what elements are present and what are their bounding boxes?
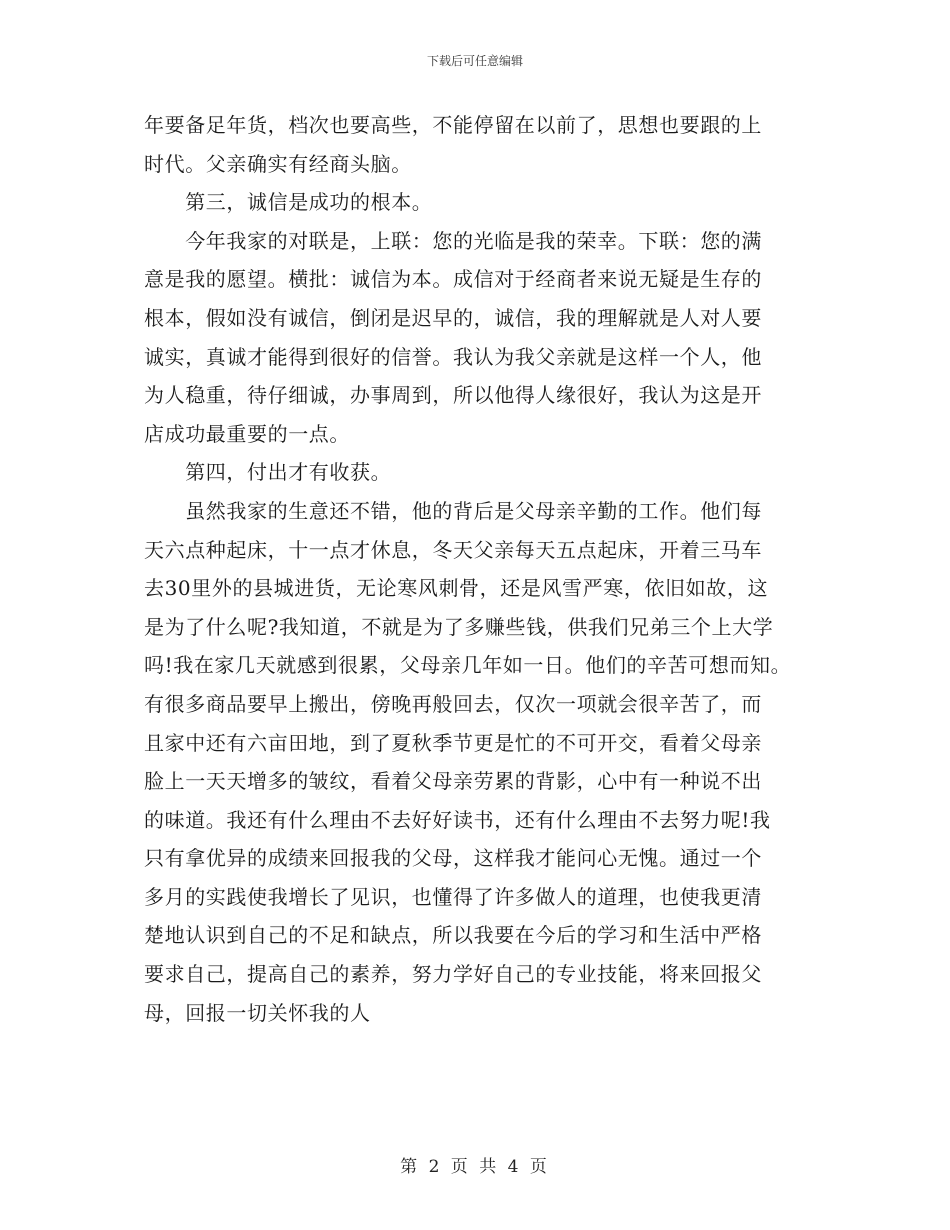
text-line: 多月的实践使我增长了见识，也懂得了许多做人的道理，也使我更清 <box>144 884 762 909</box>
page-header: 下载后可任意编辑 <box>426 54 523 68</box>
text-line: 时代。父亲确实有经商头脑。 <box>144 151 412 176</box>
text-line: 脸上一天天增多的皱纹，看着父母亲劳累的背影，心中有一种说不出 <box>144 769 762 794</box>
text-line: 年要备足年货，档次也要高些，不能停留在以前了，思想也要跟的上 <box>144 113 762 137</box>
text-line: 且家中还有六亩田地，到了夏秋季节更是忙的不可开交，看着父母亲 <box>144 730 762 755</box>
text-line: 只有拿优异的成绩来回报我的父母，这样我才能问心无愧。通过一个 <box>144 846 762 871</box>
section-heading: 第三，诚信是成功的根本。 <box>144 190 433 215</box>
text-line: 店成功最重要的一点。 <box>144 421 350 446</box>
text-line: 意是我的愿望。横批：诚信为本。成信对于经商者来说无疑是生存的 <box>144 267 762 292</box>
text-line: 要求自己，提高自己的素养，努力学好自己的专业技能，将来回报父 <box>144 962 762 987</box>
text-line: 今年我家的对联是，上联：您的光临是我的荣幸。下联：您的满 <box>144 228 762 253</box>
text-line: 诚实，真诚才能得到很好的信誉。我认为我父亲就是这样一个人，他 <box>144 344 762 369</box>
text-line: 天六点种起床，十一点才休息，冬天父亲每天五点起床，开着三马车 <box>144 537 762 562</box>
page-number-footer: 第 2 页 共 4 页 <box>400 1157 550 1177</box>
text-line: 楚地认识到自己的不足和缺点，所以我要在今后的学习和生活中严格 <box>144 923 762 948</box>
text-line: 根本，假如没有诚信，倒闭是迟早的，诚信，我的理解就是人对人要 <box>144 305 762 330</box>
text-line: 吗!我在家几天就感到很累，父母亲几年如一日。他们的辛苦可想而知。 <box>144 653 792 678</box>
text-line: 的味道。我还有什么理由不去好好读书，还有什么理由不去努力呢!我 <box>144 807 771 832</box>
text-line: 有很多商品要早上搬出，傍晚再般回去，仅次一项就会很辛苦了，而 <box>144 691 762 716</box>
text-line: 为人稳重，待仔细诚，办事周到，所以他得人缘很好，我认为这是开 <box>144 383 762 408</box>
document-body <box>144 106 844 1032</box>
text-line: 虽然我家的生意还不错，他的背后是父母亲辛勤的工作。他们每 <box>144 498 762 523</box>
text-line: 去30里外的县城进货，无论寒风刺骨，还是风雪严寒，依旧如故，这 <box>144 576 769 601</box>
text-line: 是为了什么呢?我知道，不就是为了多赚些钱，供我们兄弟三个上大学 <box>144 614 774 639</box>
section-heading: 第四，付出才有收获。 <box>144 460 392 485</box>
text-line: 母，回报一切关怀我的人 <box>144 1000 371 1025</box>
